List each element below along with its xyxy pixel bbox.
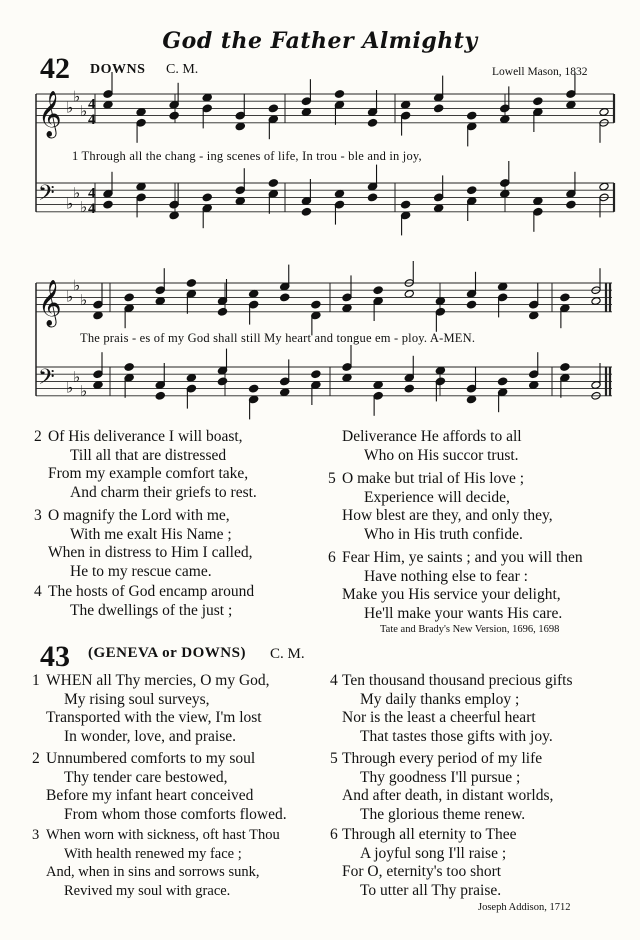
notehead [373,286,383,295]
notehead [529,311,539,320]
verse-line: O magnify the Lord with me, [48,507,230,524]
verse-line: Fear Him, ye saints ; and you will then [342,549,583,566]
verse-line: The dwellings of the just ; [70,601,233,619]
stanza-number: 6 [330,826,338,843]
stanza-number: 1 [32,672,40,689]
verse-line: And, when in sins and sorrows sunk, [46,864,260,881]
stanza-42-2 [34,428,257,503]
flat-icon: ♭ [66,378,74,397]
verse-line: Of His deliverance I will boast, [48,428,243,445]
notehead [533,197,543,206]
stanza-42-4 [34,583,255,620]
notehead [124,293,134,302]
flat-icon: ♭ [80,291,88,309]
notehead [599,182,609,191]
time-signature-top: 4 [88,185,96,202]
verse-line: To utter all Thy praise. [360,882,502,900]
verse-line: Revived my soul with grace. [64,883,231,900]
stanza-43-5 [330,750,554,825]
notehead [373,381,383,390]
stanza-number: 3 [32,827,40,843]
stanza-42-3 [34,507,253,582]
notehead [268,179,278,188]
flat-icon: ♭ [73,183,81,202]
verse-line: When worn with sickness, oft hast Thou [46,827,280,843]
notehead [500,189,510,198]
hymn-number: 43 [40,640,70,673]
notehead [498,377,508,386]
bass-clef-icon: 𝄢 [38,364,55,395]
notehead [566,200,576,209]
flat-icon: ♭ [73,276,81,295]
tune-name: DOWNS [90,62,146,77]
verse-line: When in distress to Him I called, [48,544,253,562]
meter: C. M. [166,62,199,77]
notehead [103,100,113,109]
flat-icon: ♭ [73,87,81,106]
notehead [560,363,570,372]
verse-line: He'll make your wants His care. [364,605,563,623]
hymn-42-credit: Tate and Brady's New Version, 1696, 1698 [380,624,560,635]
tune-name: (GENEVA or DOWNS) [88,645,246,661]
notehead [591,297,601,306]
stanza-number: 2 [32,750,40,767]
flat-icon: ♭ [66,287,74,306]
notehead [202,93,212,102]
treble-clef-icon: 𝄞 [38,279,62,326]
verse-line: With me exalt His Name ; [70,525,232,543]
notehead [435,366,445,375]
notehead [311,370,321,379]
notehead [560,293,570,302]
verse-line: Make you His service your delight, [342,586,561,604]
notehead [342,373,352,382]
verse-line: With health renewed my face ; [64,845,242,862]
hymn-43-credit: Joseph Addison, 1712 [478,902,571,913]
notehead [235,197,245,206]
flat-icon: ♭ [80,102,88,120]
notehead [136,108,146,117]
verse-line: Experience will decide, [364,488,510,506]
stanza-42-6 [328,549,583,624]
notehead [235,122,245,131]
verse-line: Thy tender care bestowed, [64,768,228,786]
notehead [400,200,410,209]
notehead [169,211,179,220]
notehead [467,111,477,120]
verse-line: WHEN all Thy mercies, O my God, [46,672,270,689]
notehead [342,304,352,313]
stanza-number: 3 [34,507,42,524]
verse-line: Through all eternity to Thee [342,826,517,843]
notehead [124,363,134,372]
stanza-number: 5 [328,470,336,487]
notehead [186,373,196,382]
meter: C. M. [270,646,305,662]
notehead [466,300,476,309]
stanza-number: 6 [328,549,336,566]
verse-line: Through every period of my life [342,750,543,767]
notehead [467,186,477,195]
verse-line: Nor is the least a cheerful heart [342,709,536,727]
stanza-43-4 [330,672,573,747]
verse-line: And charm their griefs to rest. [70,484,257,502]
notehead [280,293,290,302]
verse-line: Before my infant heart conceived [46,787,254,805]
notehead [434,204,444,213]
verse-line: He to my rescue came. [70,563,212,581]
notehead [334,189,344,198]
verse-line: And after death, in distant worlds, [342,787,554,805]
notehead [217,307,227,316]
notehead [466,395,476,404]
stanza-42-4-cont [342,428,522,465]
verse-line: In wonder, love, and praise. [64,728,236,746]
verse-line: Have nothing else to fear : [364,567,528,585]
bass-clef-icon: 𝄢 [38,180,55,211]
time-signature-top: 4 [88,96,96,113]
notehead [136,182,146,191]
notehead [249,289,259,298]
verse-line: My daily thanks employ ; [360,690,520,708]
notehead [301,108,311,117]
verse-line: Till all that are distressed [70,446,227,464]
verse-line: A joyful song I'll raise ; [360,844,507,862]
notehead [599,108,609,117]
notehead [103,200,113,209]
verse-line: Ten thousand thousand precious gifts [342,672,573,689]
verse-line: O make but trial of His love ; [342,470,525,487]
verse-line: My rising soul surveys, [64,690,210,708]
notehead [404,384,414,393]
verse-line: That tastes those gifts with joy. [360,728,553,746]
lyrics-line-2: The prais - es of my God shall still My heart and tongue em - ploy. A-MEN. [80,331,476,345]
stanza-number: 4 [34,583,42,600]
notehead [186,279,196,288]
notehead [566,100,576,109]
verse-line: The hosts of God encamp around [48,583,255,600]
stanza-number: 2 [34,428,42,445]
notehead [311,300,321,309]
stanza-43-3 [32,826,280,901]
notehead [155,391,165,400]
verse-line: From whom those comforts flowed. [64,806,287,824]
notehead [400,100,410,109]
notehead [500,115,510,124]
notehead [404,289,414,298]
verse-line: The glorious theme renew. [360,806,526,824]
notehead [93,311,103,320]
notehead [301,207,311,216]
treble-clef-icon: 𝄞 [38,90,62,137]
composer: Lowell Mason, 1832 [492,66,588,78]
hymn-number: 42 [40,52,70,85]
verse-line: Transported with the view, I'm lost [46,709,262,727]
notehead [529,381,539,390]
notehead [435,297,445,306]
verse-line: From my example comfort take, [48,465,249,483]
verse-line: Who in His truth confide. [364,526,523,544]
music-score [0,0,640,420]
stanza-number: 5 [330,750,338,767]
verse-line: How blest are they, and only they, [342,507,553,525]
notehead [367,118,377,127]
notehead [498,282,508,291]
flat-icon: ♭ [66,194,74,213]
flat-icon: ♭ [66,98,74,117]
time-signature-bottom: 4 [88,111,96,128]
page-title: God the Father Almighty [162,28,478,54]
verse-line: Unnumbered comforts to my soul [46,750,256,767]
notehead [280,388,290,397]
verse-line: For O, eternity's too short [342,863,502,881]
time-signature-bottom: 4 [88,200,96,217]
stanza-43-6 [330,826,517,901]
notehead [217,377,227,386]
stanza-43-1 [32,672,270,747]
flat-icon: ♭ [73,367,81,386]
notehead [334,90,344,99]
notehead [533,97,543,106]
notehead [93,381,103,390]
notehead [169,111,179,120]
notehead [202,193,212,202]
stanza-42-5 [328,470,553,545]
lyrics-line-1: 1 Through all the chang - ing scenes of life, In trou - ble and in joy, [72,149,422,163]
notehead [268,104,278,113]
notehead [367,193,377,202]
verse-line: Thy goodness I'll pursue ; [360,768,521,786]
notehead [434,104,444,113]
notehead [155,297,165,306]
notehead [249,384,259,393]
verse-line: Who on His succor trust. [364,446,519,464]
flat-icon: ♭ [80,198,88,217]
stanza-number: 4 [330,672,338,689]
verse-line: Deliverance He affords to all [342,428,522,445]
flat-icon: ♭ [80,382,88,401]
stanza-43-2 [32,750,287,825]
